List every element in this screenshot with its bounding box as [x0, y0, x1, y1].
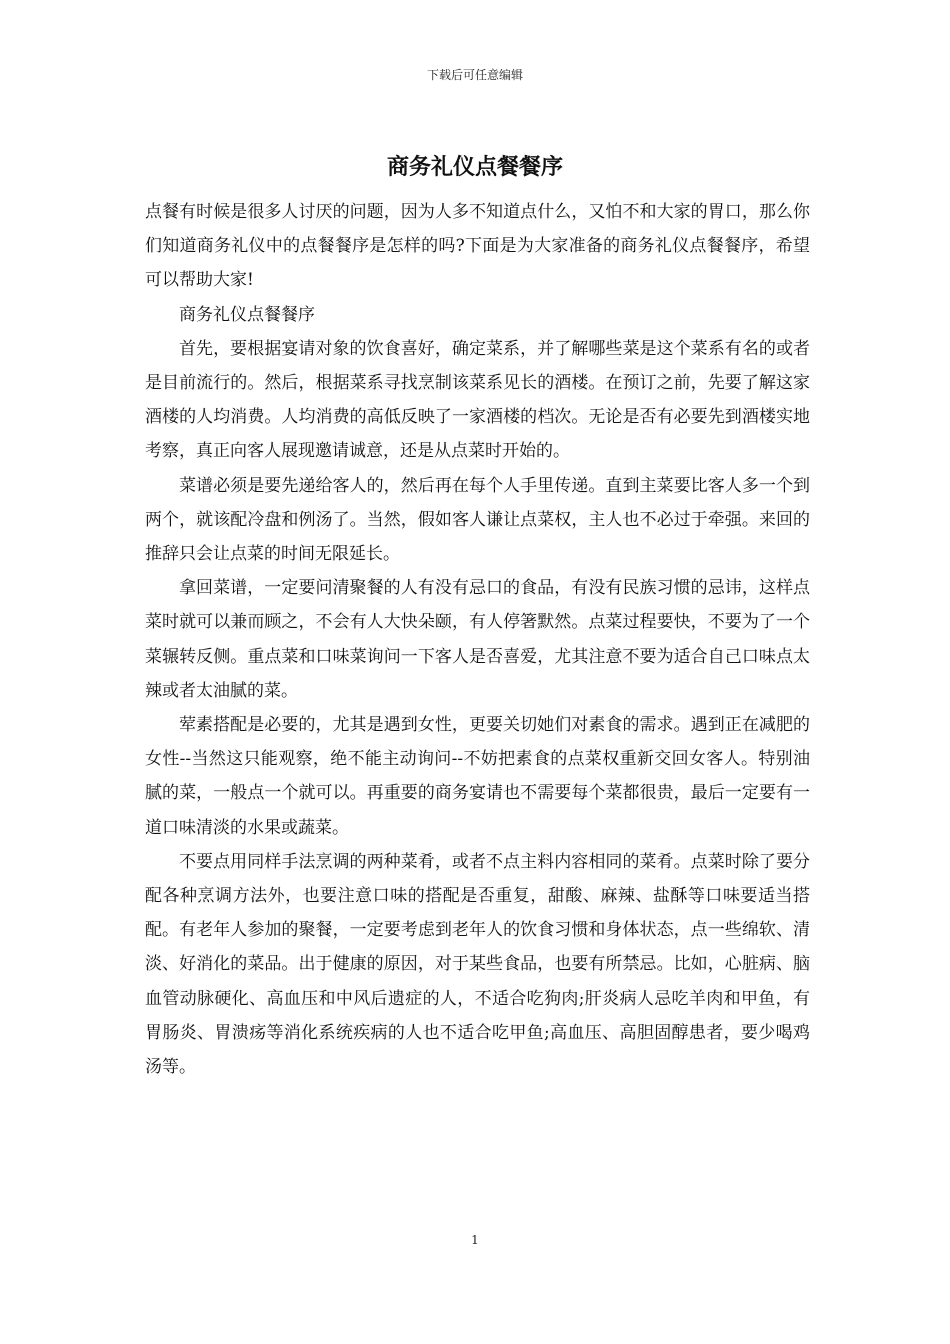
section-heading: 商务礼仪点餐餐序	[179, 304, 315, 325]
document-body	[145, 195, 810, 1084]
body-paragraph: 拿回菜谱，一定要问清聚餐的人有没有忌口的食品，有没有民族习惯的忌讳，这样点菜时就可以兼而顾之，不会有人大快朵颐，有人停箸默然。点菜过程要快，不要为了一个菜辗转反侧。重点菜和口味菜询问一下客人是否喜爱，尤其注意不要为适合自己口味点太辣或者太油腻的菜。	[145, 578, 810, 701]
body-paragraph: 不要点用同样手法烹调的两种菜肴，或者不点主料内容相同的菜肴。点菜时除了要分配各种烹调方法外，也要注意口味的搭配是否重复，甜酸、麻辣、盐酥等口味要适当搭配。有老年人参加的聚餐，一定要考虑到老年人的饮食习惯和身体状态，点一些绵软、清淡、好消化的菜品。出于健康的原因，对于某些食品，也要有所禁忌。比如，心脏病、脑血管动脉硬化、高血压和中风后遗症的人，不适合吃狗肉;肝炎病人忌吃羊肉和甲鱼，有胃肠炎、胃溃疡等消化系统疾病的人也不适合吃甲鱼;高血压、高胆固醇患者，要少喝鸡汤等。	[145, 851, 810, 1078]
page-number: 1	[471, 1233, 479, 1247]
body-paragraph: 首先，要根据宴请对象的饮食喜好，确定菜系，并了解哪些菜是这个菜系有名的或者是目前流行的。然后，根据菜系寻找烹制该菜系见长的酒楼。在预订之前，先要了解这家酒楼的人均消费。人均消费的高低反映了一家酒楼的档次。无论是否有必要先到酒楼实地考察，真正向客人展现邀请诚意，还是从点菜时开始的。	[145, 338, 810, 462]
body-paragraph: 荤素搭配是必要的，尤其是遇到女性，更要关切她们对素食的需求。遇到正在减肥的女性--当然这只能观察，绝不能主动询问--不妨把素食的点菜权重新交回女客人。特别油腻的菜，一般点一个就可以。再重要的商务宴请也不需要每个菜都很贵，最后一定要有一道口味清淡的水果或蔬菜。	[145, 715, 810, 838]
intro-paragraph: 点餐有时候是很多人讨厌的问题，因为人多不知道点什么，又怕不和大家的胃口，那么你们知道商务礼仪中的点餐餐序是怎样的吗?下面是为大家准备的商务礼仪点餐餐序，希望可以帮助大家!	[145, 202, 810, 291]
body-paragraph: 菜谱必须是要先递给客人的，然后再在每个人手里传递。直到主菜要比客人多一个到两个，就该配冷盘和例汤了。当然，假如客人谦让点菜权，主人也不必过于牵强。来回的推辞只会让点菜的时间无限延长。	[145, 475, 810, 565]
document-title: 商务礼仪点餐餐序	[386, 154, 563, 180]
page-header-note: 下载后可任意编辑	[426, 68, 523, 82]
